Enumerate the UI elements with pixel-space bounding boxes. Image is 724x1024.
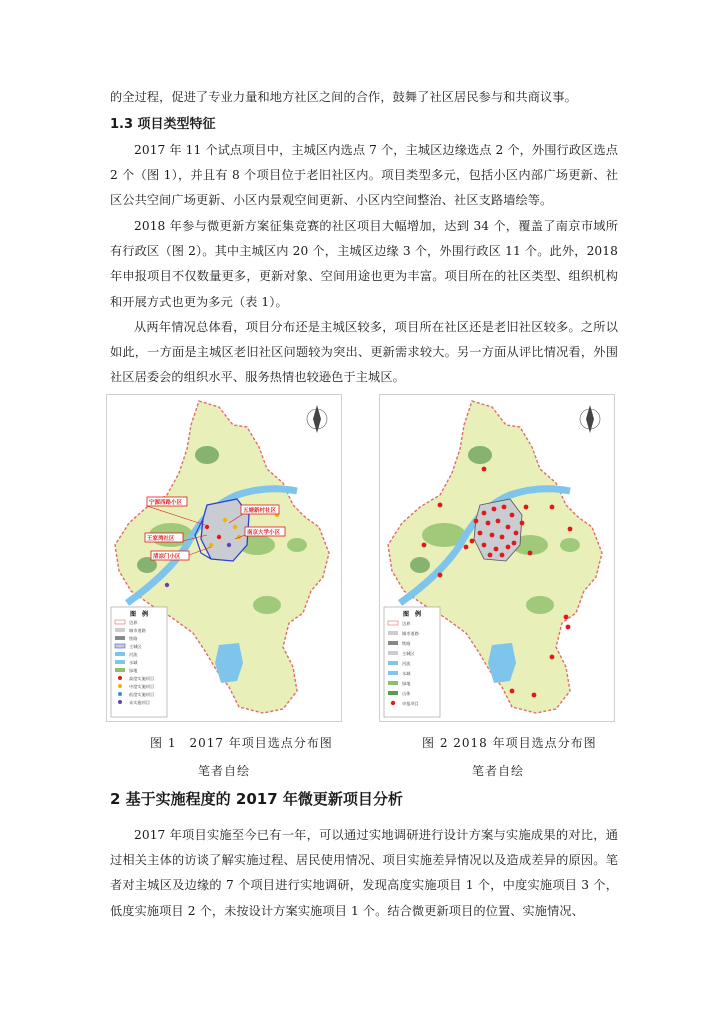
svg-text:申报项目: 申报项目 bbox=[402, 701, 419, 706]
svg-text:绿地: 绿地 bbox=[402, 681, 411, 686]
svg-text:城市道路: 城市道路 bbox=[402, 631, 419, 636]
paragraph-2-1: 2017 年项目实施至今已有一年，可以通过实地调研进行设计方案与实施成果的对比，通过相关主体的访谈了解实施过程、居民使用情况、项目实施差异情况以及造成差异的原因。笔者对主城区及边缘的 7 个项目进行实地调研，发现高度实施项目 1 个，中度实施项目 3 个，低度实施项目 2 个，未按设计方案实施项目 1 个。结合微更新项目的位置、实施情况、 bbox=[110, 828, 618, 918]
svg-text:水域: 水域 bbox=[402, 671, 411, 676]
label-ningyuan: 宁源西路小区 bbox=[149, 500, 183, 506]
figure-2-credit: 笔者自绘 bbox=[472, 764, 525, 778]
svg-text:低度实施项目: 低度实施项目 bbox=[129, 692, 155, 697]
svg-text:城市道路: 城市道路 bbox=[129, 628, 146, 633]
label-wangjiawan: 王家湾社区 bbox=[147, 536, 175, 542]
svg-text:图 例: 图 例 bbox=[402, 611, 422, 618]
svg-text:绿地: 绿地 bbox=[129, 668, 138, 673]
svg-text:边界: 边界 bbox=[402, 621, 411, 626]
figure-1-map-svg bbox=[107, 395, 341, 721]
figure-1-compass bbox=[307, 405, 327, 433]
section-heading-2: 2 基于实施程度的 2017 年微更新项目分析 bbox=[110, 790, 403, 808]
svg-text:未实施项目: 未实施项目 bbox=[129, 700, 150, 705]
figure-1-credit: 笔者自绘 bbox=[198, 764, 251, 778]
figure-2-compass bbox=[580, 405, 600, 433]
label-nanda: 南京大学小区 bbox=[247, 530, 281, 536]
figure-1-caption: 图 1 2017 年项目选点分布图 bbox=[150, 736, 333, 750]
svg-text:边界: 边界 bbox=[129, 620, 138, 625]
svg-text:河流: 河流 bbox=[402, 661, 411, 666]
figure-2-map bbox=[379, 394, 615, 722]
svg-text:主城区: 主城区 bbox=[129, 644, 142, 649]
figure-2-map-svg bbox=[380, 395, 614, 721]
svg-text:中度实施项目: 中度实施项目 bbox=[129, 684, 155, 689]
paragraph-1-3-3: 从两年情况总体看，项目分布还是主城区较多，项目所在社区还是老旧社区较多。之所以如此，一方面是主城区老旧社区问题较为突出、更新需求较大。另一方面从评比情况看，外围社区居委会的组织水平、服务热情也较逊色于主城区。 bbox=[110, 320, 618, 385]
paragraph-1-3-2: 2018 年参与微更新方案征集竞赛的社区项目大幅增加，达到 34 个，覆盖了南京市域所有行政区（图 2）。其中主城区内 20 个，主城区边缘 3 个，外围行政区 11 个。此外，2018 年申报项目不仅数量更多，更新对象、空间用途也更为丰富。项目所在的社区类型、组织机构和开展方式也更为多元（表 1）。 bbox=[110, 219, 618, 309]
svg-text:主城区: 主城区 bbox=[402, 651, 415, 656]
figure-1-map bbox=[106, 394, 342, 722]
svg-text:铁路: 铁路 bbox=[129, 636, 138, 641]
svg-text:水域: 水域 bbox=[129, 660, 138, 665]
figure-2-legend bbox=[384, 607, 440, 717]
svg-text:铁路: 铁路 bbox=[402, 641, 411, 646]
label-qingliangmen: 清凉门小区 bbox=[153, 554, 181, 560]
svg-text:高度实施项目: 高度实施项目 bbox=[129, 676, 155, 681]
paragraph-1-3-1: 2017 年 11 个试点项目中，主城区内选点 7 个，主城区边缘选点 2 个，外围行政区选点 2 个（图 1），并且有 8 个项目位于老旧社区内。项目类型多元，包括小区内部广场更新、社区公共空间广场更新、小区内景观空间更新、小区内空间整治、社区支路墙绘等。 bbox=[110, 143, 618, 208]
figure-1-legend bbox=[111, 607, 167, 717]
svg-text:河流: 河流 bbox=[129, 652, 138, 657]
label-wutang: 五塘新村社区 bbox=[243, 508, 277, 514]
svg-text:山体: 山体 bbox=[402, 691, 411, 696]
svg-text:图 例: 图 例 bbox=[129, 611, 149, 618]
section-heading-1-3: 1.3 项目类型特征 bbox=[110, 117, 216, 132]
paragraph-continued: 的全过程，促进了专业力量和地方社区之间的合作，鼓舞了社区居民参与和共商议事。 bbox=[110, 90, 577, 104]
figure-2-caption: 图 2 2018 年项目选点分布图 bbox=[422, 736, 597, 750]
